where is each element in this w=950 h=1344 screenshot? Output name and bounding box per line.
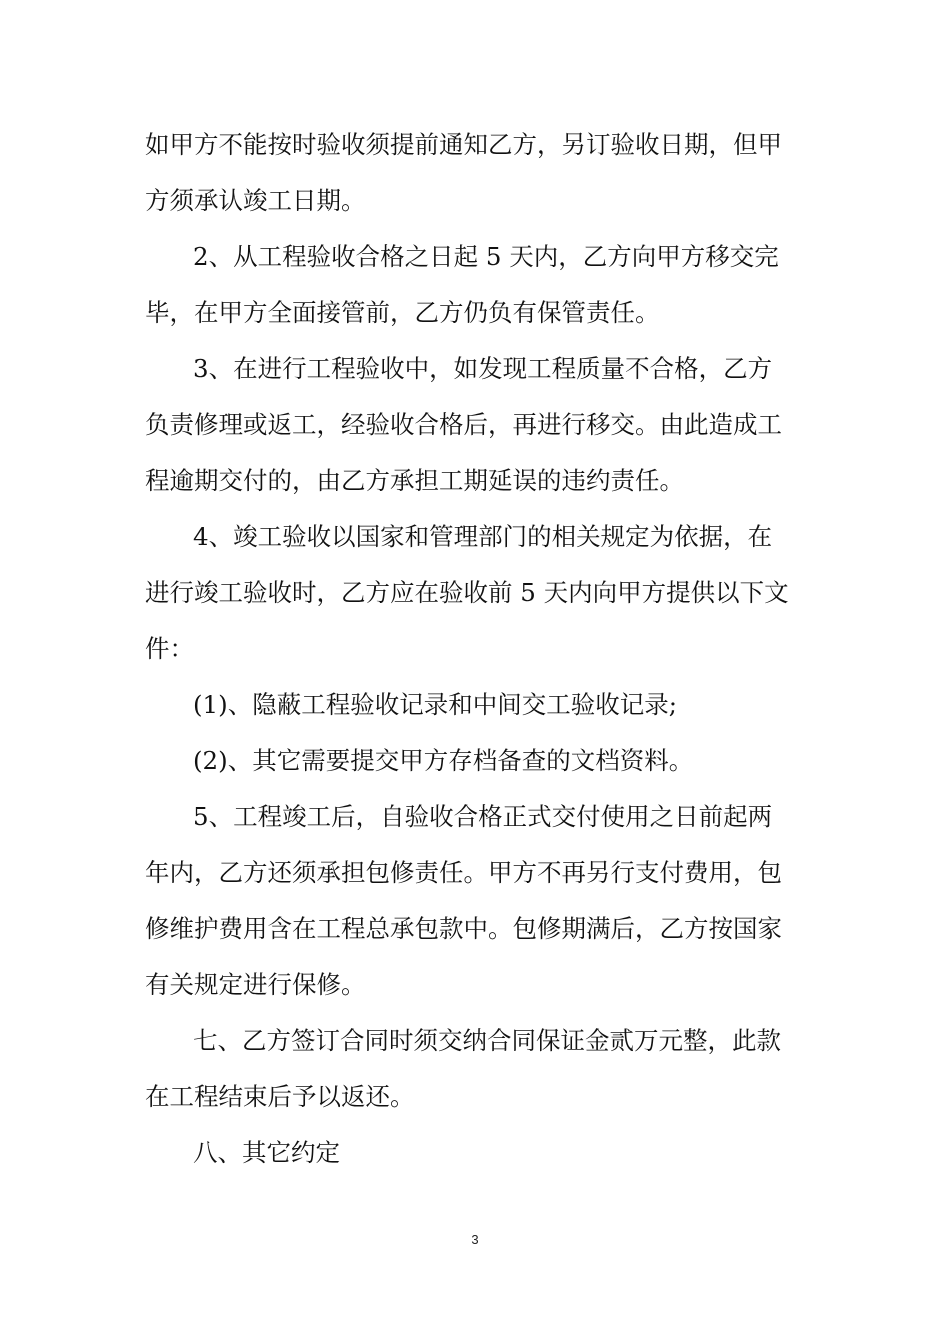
text-line-clause-1-continued: 如甲方不能按时验收须提前通知乙方，另订验收日期，但甲 [145,130,782,159]
text-line-section-7: 七、乙方签订合同时须交纳合同保证金贰万元整，此款 [193,1026,781,1055]
text-line-item-3-continued: 负责修理或返工，经验收合格后，再进行移交。由此造成工 [145,410,782,439]
section-heading-8: 八、其它约定 [193,1138,340,1167]
text-line-item-2: 2、从工程验收合格之日起 5 天内，乙方向甲方移交完 [193,242,779,271]
page-number: 3 [471,1232,479,1247]
text-line-item-5-continued: 年内，乙方还须承担包修责任。甲方不再另行支付费用，包 [145,858,782,887]
text-line-item-3-end: 程逾期交付的，由乙方承担工期延误的违约责任。 [145,466,684,495]
text-line-clause-1-end: 方须承认竣工日期。 [145,186,366,215]
text-line-item-5-end: 有关规定进行保修。 [145,970,366,999]
text-line-item-5-continued-2: 修维护费用含在工程总承包款中。包修期满后，乙方按国家 [145,914,782,943]
text-line-subitem-1: (1)、隐蔽工程验收记录和中间交工验收记录; [193,690,677,719]
text-line-item-2-end: 毕，在甲方全面接管前，乙方仍负有保管责任。 [145,298,660,327]
text-line-item-4-continued: 进行竣工验收时，乙方应在验收前 5 天内向甲方提供以下文 [145,578,789,607]
text-line-section-7-end: 在工程结束后予以返还。 [145,1082,415,1111]
text-line-item-4: 4、竣工验收以国家和管理部门的相关规定为依据，在 [193,522,773,551]
text-line-subitem-2: (2)、其它需要提交甲方存档备查的文档资料。 [193,746,694,775]
text-line-item-3: 3、在进行工程验收中，如发现工程质量不合格，乙方 [193,354,773,383]
text-line-item-5: 5、工程竣工后，自验收合格正式交付使用之日前起两 [193,802,773,831]
text-line-item-4-end: 件： [145,634,194,663]
